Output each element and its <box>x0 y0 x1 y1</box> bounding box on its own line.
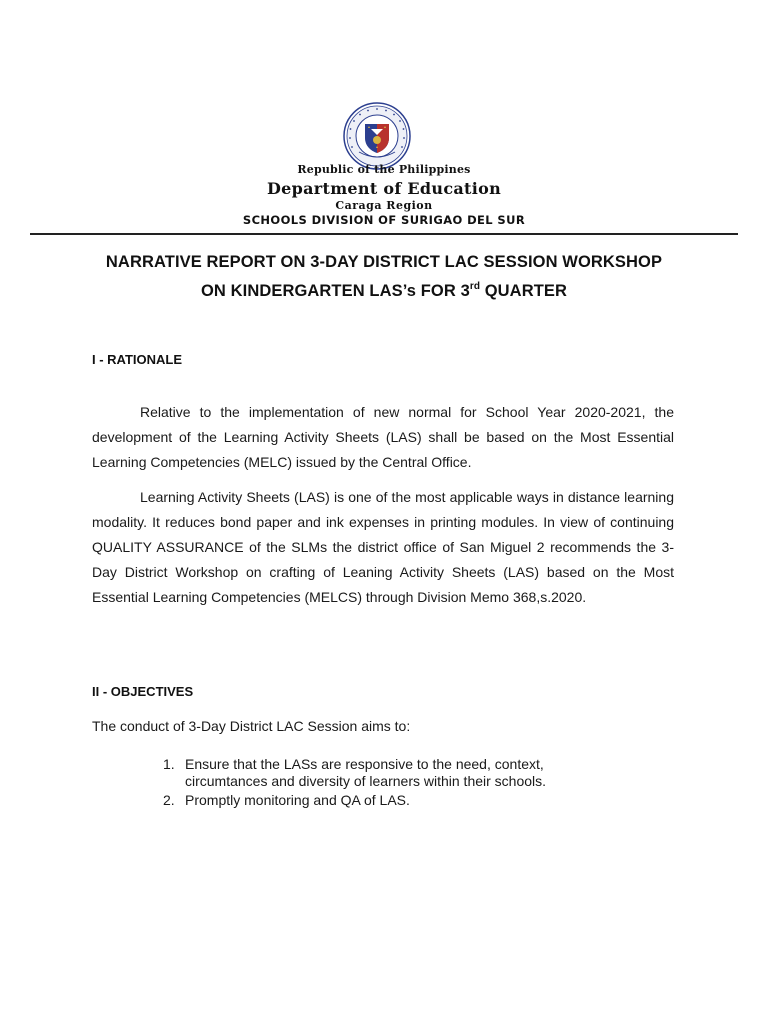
rationale-paragraph-2: Learning Activity Sheets (LAS) is one of the most applicable ways in distance learning modality. It reduces bond paper and ink expenses in printing modules. In view of continuing QUALITY ASSURANCE of the SLMs the district office of San Miguel 2 recommends the 3-Day District Workshop on crafting of Leaning Activity Sheets (LAS) based on the Most Essential Learning Competencies (MELCS) through Division Memo 368,s.2020. <box>92 489 674 605</box>
rationale-paragraph-1: Relative to the implementation of new normal for School Year 2020-2021, the development of the Learning Activity Sheets (LAS) shall be based on the Most Essential Learning Competencies (MELC) issued by the Central Office. <box>92 404 674 470</box>
objectives-intro: The conduct of 3-Day District LAC Session aims to: <box>92 718 411 734</box>
report-title-line1: NARRATIVE REPORT ON 3-DAY DISTRICT LAC SESSION WORKSHOP <box>105 253 663 271</box>
department-name: Department of Education <box>266 179 502 198</box>
header-divider <box>30 233 738 235</box>
list-item <box>163 756 603 790</box>
list-item <box>163 792 603 809</box>
list-item-number: 2. <box>163 792 175 808</box>
region-name: Caraga Region <box>335 199 433 212</box>
republic-line: Republic of the Philippines <box>297 163 471 176</box>
report-title-line2 <box>0 281 768 301</box>
title-line2-suffix: QUARTER <box>480 282 568 300</box>
division-name: SCHOOLS DIVISION OF SURIGAO DEL SUR <box>242 213 526 227</box>
rationale-heading: I - RATIONALE <box>92 352 183 367</box>
title-ordinal-suffix: rd <box>469 281 481 292</box>
title-line2-prefix: ON KINDERGARTEN LAS’s FOR 3 <box>200 282 470 300</box>
list-item-number: 1. <box>163 756 175 772</box>
objectives-heading: II - OBJECTIVES <box>92 684 194 699</box>
deped-seal-icon <box>343 102 411 170</box>
list-item-text: Promptly monitoring and QA of LAS. <box>185 792 410 808</box>
objectives-list <box>163 756 603 811</box>
list-item-text: Ensure that the LASs are responsive to the need, context, circumtances and diversity of learners within their schools. <box>185 756 547 789</box>
